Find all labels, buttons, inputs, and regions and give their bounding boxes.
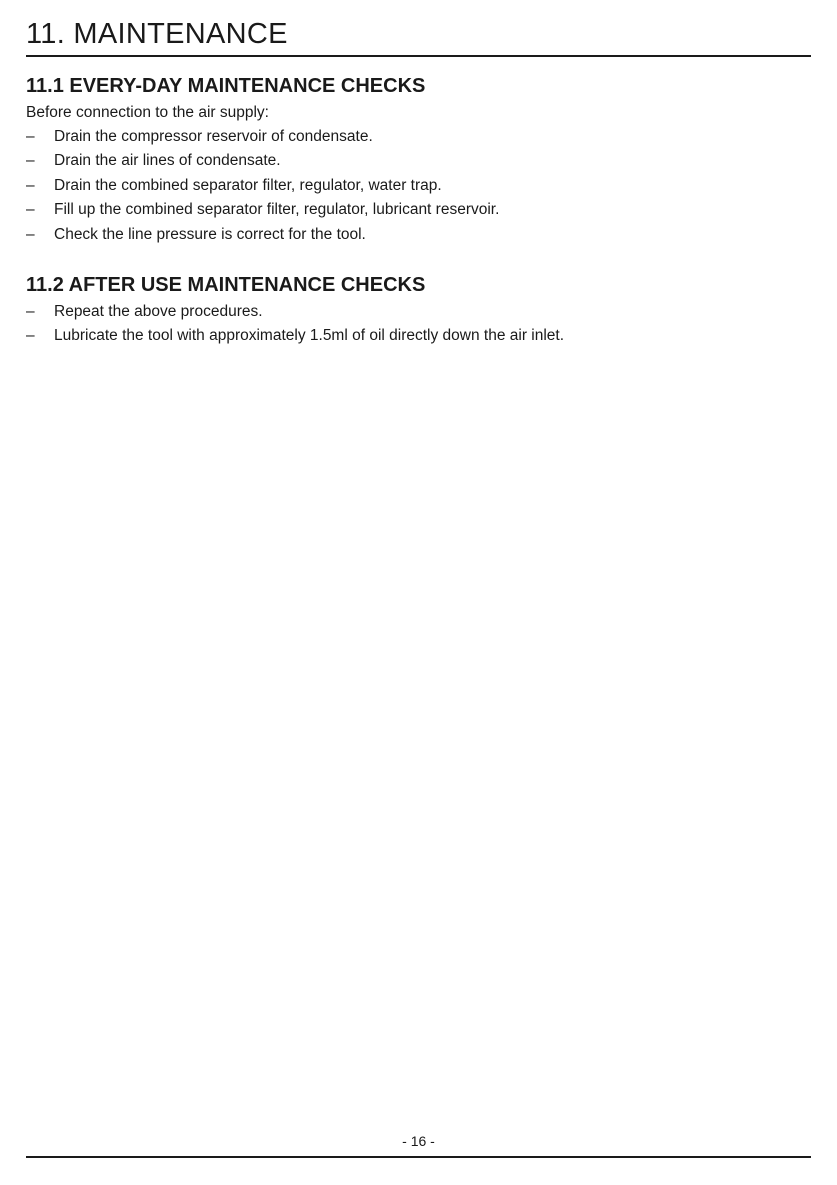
list-item-text: Fill up the combined separator filter, regulator, lubricant reservoir. (54, 201, 500, 219)
list-item (26, 223, 811, 247)
list-item (26, 198, 811, 222)
list-item (26, 125, 811, 149)
section-heading: 11.2 AFTER USE MAINTENANCE CHECKS (26, 274, 426, 296)
checklist (26, 125, 811, 247)
list-item (26, 174, 811, 198)
list-item-text: Drain the air lines of condensate. (54, 152, 281, 170)
checklist (26, 300, 811, 349)
list-item-text: Drain the combined separator filter, regulator, water trap. (54, 176, 442, 194)
page-title: 11. MAINTENANCE (26, 18, 288, 50)
dash-bullet: – (26, 152, 35, 170)
bottom-divider (26, 1156, 811, 1158)
dash-bullet: – (26, 201, 35, 219)
dash-bullet: – (26, 303, 35, 320)
section-everyday-checks (26, 71, 811, 247)
page-number: - 16 - (402, 1133, 435, 1149)
section-after-use-checks (26, 270, 811, 349)
list-item-text: Drain the compressor reservoir of condensate. (54, 128, 373, 145)
dash-bullet: – (26, 176, 35, 194)
section-intro: Before connection to the air supply: (26, 104, 269, 121)
list-item-text: Lubricate the tool with approximately 1.5ml of oil directly down the air inlet. (54, 327, 565, 345)
section-heading: 11.1 EVERY-DAY MAINTENANCE CHECKS (26, 75, 426, 97)
list-item (26, 300, 811, 324)
list-item (26, 149, 811, 173)
list-item (26, 324, 811, 348)
dash-bullet: – (26, 327, 35, 345)
dash-bullet: – (26, 128, 35, 145)
dash-bullet: – (26, 225, 35, 243)
top-divider (26, 55, 811, 57)
list-item-text: Check the line pressure is correct for the tool. (54, 225, 366, 243)
list-item-text: Repeat the above procedures. (54, 303, 263, 320)
